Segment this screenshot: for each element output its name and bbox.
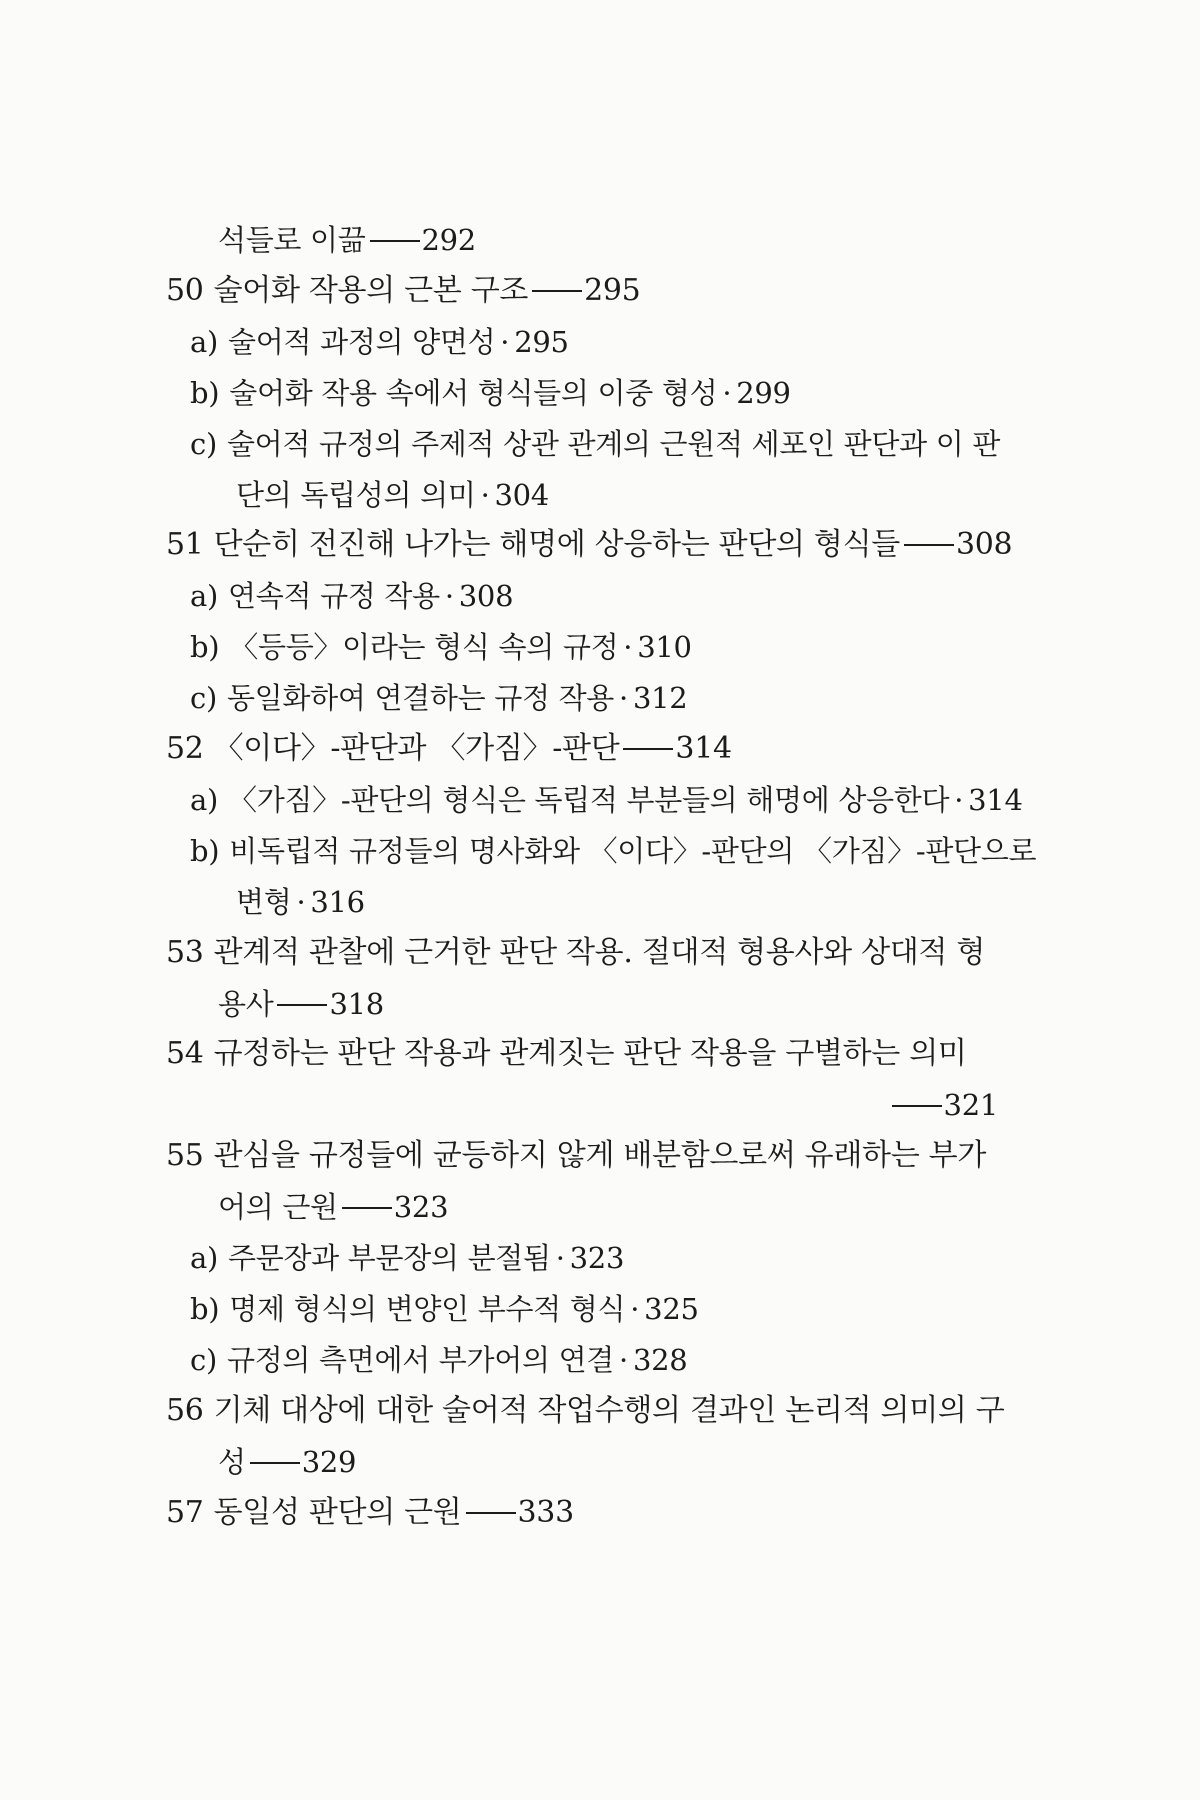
page-separator-dot: · bbox=[630, 1291, 640, 1326]
leader-dash bbox=[277, 1004, 327, 1006]
entry-title: 용사 bbox=[218, 986, 274, 1021]
toc-section-entry bbox=[166, 1495, 574, 1531]
entry-title: 관심을 규정들에 균등하지 않게 배분함으로써 유래하는 부가 bbox=[213, 1138, 986, 1174]
page-number: 323 bbox=[569, 1241, 625, 1275]
subsection-label: c) bbox=[190, 426, 217, 461]
subsection-label: b) bbox=[190, 375, 220, 410]
entry-title: 규정하는 판단 작용과 관계짓는 판단 작용을 구별하는 의미 bbox=[213, 1036, 967, 1072]
entry-title: 규정의 측면에서 부가어의 연결 bbox=[226, 1342, 615, 1377]
subsection-label: a) bbox=[190, 782, 219, 817]
section-number: 52 bbox=[166, 731, 204, 766]
page-separator-dot: · bbox=[722, 375, 732, 410]
page-separator-dot: · bbox=[296, 884, 306, 919]
page-separator-dot: · bbox=[954, 782, 964, 817]
leader-dash bbox=[370, 240, 420, 242]
entry-title: 〈가짐〉-판단의 형식은 독립적 부분들의 해명에 상응한다 bbox=[228, 782, 950, 817]
page-number: 323 bbox=[393, 1190, 449, 1225]
section-number: 50 bbox=[166, 272, 204, 308]
leader-dash bbox=[342, 1207, 392, 1209]
section-number: 56 bbox=[166, 1392, 204, 1428]
leader-dash bbox=[623, 748, 673, 750]
toc-section-entry bbox=[166, 935, 985, 971]
page-separator-dot: · bbox=[619, 1342, 628, 1377]
toc-subsection-entry bbox=[190, 629, 692, 665]
subsection-label: b) bbox=[190, 1291, 220, 1326]
section-number: 53 bbox=[166, 934, 204, 970]
leader-dash bbox=[904, 544, 954, 546]
toc-entry-continuation bbox=[218, 1444, 356, 1480]
entry-title: 동일화하여 연결하는 규정 작용 bbox=[226, 681, 615, 716]
page-separator-dot: · bbox=[623, 630, 633, 665]
leader-dash bbox=[250, 1462, 300, 1464]
toc-entry-continuation bbox=[218, 1189, 448, 1225]
page-number: 316 bbox=[310, 884, 365, 919]
entry-title: 〈이다〉-판단과 〈가짐〉-판단 bbox=[213, 731, 620, 766]
page-number: 292 bbox=[421, 223, 476, 257]
entry-title: 술어화 작용 속에서 형식들의 이중 형성 bbox=[229, 375, 718, 410]
section-number: 57 bbox=[166, 1494, 204, 1530]
page-number: 310 bbox=[637, 630, 692, 665]
entry-title: 관계적 관찰에 근거한 판단 작용. 절대적 형용사와 상대적 형 bbox=[213, 934, 986, 970]
toc-subsection-entry bbox=[190, 375, 791, 411]
page-separator-dot: · bbox=[444, 579, 454, 614]
page-number: 329 bbox=[301, 1444, 357, 1479]
toc-subsection-entry bbox=[190, 426, 1000, 462]
entry-title: 어의 근원 bbox=[218, 1190, 338, 1225]
page-number: 333 bbox=[517, 1494, 574, 1530]
page-separator-dot: · bbox=[500, 324, 510, 359]
toc-subsection-entry bbox=[190, 1342, 687, 1378]
subsection-label: c) bbox=[190, 681, 217, 716]
toc-subsection-entry bbox=[190, 578, 513, 614]
page-separator-dot: · bbox=[555, 1241, 565, 1275]
entry-title: 단의 독립성의 의미 bbox=[236, 477, 476, 512]
toc-page-ref-right bbox=[700, 1087, 998, 1123]
page-number: 314 bbox=[968, 782, 1023, 817]
page-separator-dot: · bbox=[480, 477, 490, 512]
toc-subsection-entry bbox=[190, 1240, 624, 1276]
entry-title: 술어적 과정의 양면성 bbox=[228, 324, 496, 359]
page-number: 321 bbox=[943, 1088, 998, 1123]
entry-title: 〈등등〉이라는 형식 속의 규정 bbox=[229, 630, 619, 665]
toc-subsection-entry bbox=[190, 833, 1036, 869]
leader-dash bbox=[532, 290, 582, 292]
toc-subsection-entry bbox=[190, 680, 687, 716]
subsection-label: b) bbox=[190, 630, 220, 665]
toc-subsection-entry bbox=[190, 324, 569, 360]
entry-title: 비독립적 규정들의 명사화와 〈이다〉-판단의 〈가짐〉-판단으로 bbox=[229, 833, 1037, 868]
entry-title: 술어화 작용의 근본 구조 bbox=[213, 272, 529, 308]
subsection-label: a) bbox=[190, 324, 219, 359]
page-number: 304 bbox=[494, 477, 549, 512]
toc-section-entry bbox=[166, 273, 640, 309]
entry-title: 연속적 규정 작용 bbox=[228, 579, 440, 614]
subsection-label: b) bbox=[190, 833, 220, 868]
page-number: 325 bbox=[644, 1291, 699, 1326]
leader-dash bbox=[892, 1105, 942, 1107]
entry-title: 동일성 판단의 근원 bbox=[213, 1494, 462, 1530]
toc-entry-continuation bbox=[218, 222, 476, 258]
entry-title: 성 bbox=[218, 1444, 246, 1479]
page-number: 312 bbox=[632, 681, 688, 716]
toc-subentry-continuation bbox=[236, 477, 549, 513]
entry-title: 명제 형식의 변양인 부수적 형식 bbox=[229, 1291, 626, 1326]
page-separator-dot: · bbox=[619, 681, 628, 716]
section-number: 55 bbox=[166, 1138, 204, 1174]
page-number: 314 bbox=[675, 731, 732, 766]
entry-title: 단순히 전진해 나가는 해명에 상응하는 판단의 형식들 bbox=[213, 527, 900, 563]
entry-title: 변형 bbox=[236, 884, 292, 919]
toc-section-entry bbox=[166, 527, 1012, 563]
section-number: 51 bbox=[166, 527, 204, 563]
page-number: 318 bbox=[329, 986, 384, 1021]
entry-title: 기체 대상에 대한 술어적 작업수행의 결과인 논리적 의미의 구 bbox=[213, 1392, 1005, 1428]
section-number: 54 bbox=[166, 1036, 204, 1072]
toc-entry-continuation bbox=[218, 986, 384, 1022]
subsection-label: a) bbox=[190, 1241, 219, 1275]
toc-section-entry bbox=[166, 1393, 1004, 1429]
page-number: 328 bbox=[632, 1342, 688, 1377]
page-number: 308 bbox=[955, 527, 1013, 563]
toc-subentry-continuation bbox=[236, 884, 365, 920]
page-number: 308 bbox=[458, 579, 514, 614]
page-number: 295 bbox=[514, 324, 569, 359]
toc-section-entry bbox=[166, 1138, 986, 1174]
page-number: 299 bbox=[736, 375, 791, 410]
entry-title: 주문장과 부문장의 분절됨 bbox=[228, 1241, 551, 1275]
toc-subsection-entry bbox=[190, 1291, 699, 1327]
entry-title: 술어적 규정의 주제적 상관 관계의 근원적 세포인 판단과 이 판 bbox=[226, 426, 1001, 461]
subsection-label: c) bbox=[190, 1342, 217, 1377]
toc-section-entry bbox=[166, 731, 732, 767]
entry-title: 석들로 이끎 bbox=[218, 223, 366, 257]
toc-subsection-entry bbox=[190, 782, 1023, 818]
leader-dash bbox=[466, 1512, 516, 1514]
toc-section-entry bbox=[166, 1036, 967, 1072]
subsection-label: a) bbox=[190, 579, 219, 614]
page-number: 295 bbox=[584, 272, 641, 308]
